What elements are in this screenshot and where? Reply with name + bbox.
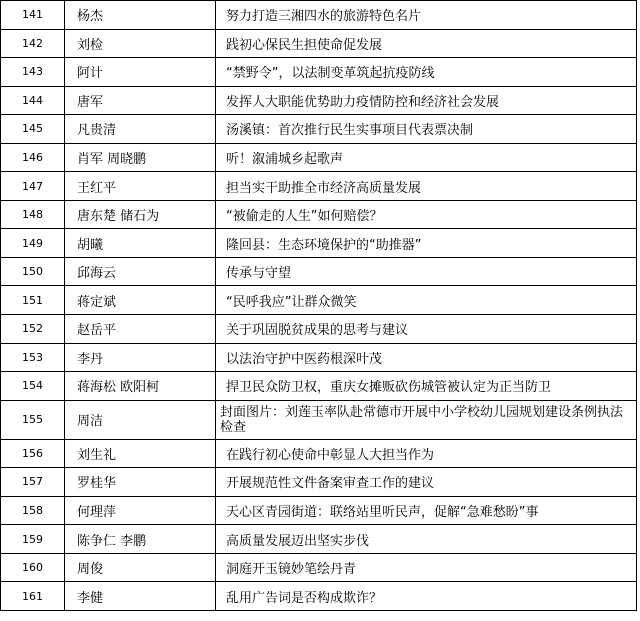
article-title-cell: 担当实干助推全市经济高质量发展: [216, 172, 637, 201]
author-cell: 胡曦: [65, 229, 216, 258]
author-cell: 刘生礼: [65, 439, 216, 468]
article-title-cell: 隆回县：生态环境保护的“助推器”: [216, 229, 637, 258]
table-row: [1, 172, 637, 201]
row-number-cell: 154: [1, 372, 65, 401]
author-cell: 赵岳平: [65, 315, 216, 344]
row-number-cell: 152: [1, 315, 65, 344]
author-cell: 蒋海松 欧阳柯: [65, 372, 216, 401]
author-cell: 李健: [65, 582, 216, 611]
table-row: [1, 439, 637, 468]
author-cell: 杨杰: [65, 1, 216, 30]
article-title-cell: 努力打造三湘四水的旅游特色名片: [216, 1, 637, 30]
article-title-cell: “民呼我应”让群众微笑: [216, 286, 637, 315]
table-row: [1, 1, 637, 30]
row-number-cell: 156: [1, 439, 65, 468]
table-row: [1, 286, 637, 315]
author-cell: 周洁: [65, 400, 216, 439]
author-cell: 凡贵清: [65, 115, 216, 144]
article-title-cell: 听！溆浦城乡起歌声: [216, 143, 637, 172]
article-title-cell: 乱用广告词是否构成欺诈？: [216, 582, 637, 611]
row-number-cell: 160: [1, 553, 65, 582]
article-title-cell: 以法治守护中医药根深叶茂: [216, 343, 637, 372]
author-cell: 唐东楚 储石为: [65, 200, 216, 229]
article-title-cell: 天心区青园街道：联络站里听民声，促解“急难愁盼”事: [216, 496, 637, 525]
table-row: [1, 343, 637, 372]
row-number-cell: 142: [1, 29, 65, 58]
author-cell: 陈争仁 李鹏: [65, 525, 216, 554]
row-number-cell: 157: [1, 468, 65, 497]
article-table-body: [1, 1, 637, 611]
author-cell: 唐军: [65, 86, 216, 115]
author-cell: 刘检: [65, 29, 216, 58]
table-row: [1, 200, 637, 229]
article-title-cell: 传承与守望: [216, 257, 637, 286]
author-cell: 邱海云: [65, 257, 216, 286]
table-row: [1, 582, 637, 611]
table-row: [1, 400, 637, 439]
table-row: [1, 58, 637, 87]
table-row: [1, 143, 637, 172]
table-row: [1, 553, 637, 582]
author-cell: 肖军 周晓鹏: [65, 143, 216, 172]
row-number-cell: 151: [1, 286, 65, 315]
article-title-cell: “禁野令”，以法制变革筑起抗疫防线: [216, 58, 637, 87]
article-title-cell: 关于巩固脱贫成果的思考与建议: [216, 315, 637, 344]
row-number-cell: 145: [1, 115, 65, 144]
author-cell: 何理萍: [65, 496, 216, 525]
table-row: [1, 86, 637, 115]
row-number-cell: 158: [1, 496, 65, 525]
article-title-cell: 发挥人大职能优势助力疫情防控和经济社会发展: [216, 86, 637, 115]
table-row: [1, 29, 637, 58]
table-row: [1, 372, 637, 401]
row-number-cell: 159: [1, 525, 65, 554]
row-number-cell: 149: [1, 229, 65, 258]
article-title-cell: “被偷走的人生”如何赔偿？: [216, 200, 637, 229]
row-number-cell: 148: [1, 200, 65, 229]
row-number-cell: 147: [1, 172, 65, 201]
article-title-cell: 在践行初心使命中彰显人大担当作为: [216, 439, 637, 468]
table-row: [1, 468, 637, 497]
author-cell: 罗桂华: [65, 468, 216, 497]
table-row: [1, 115, 637, 144]
row-number-cell: 161: [1, 582, 65, 611]
author-cell: 蒋定斌: [65, 286, 216, 315]
row-number-cell: 144: [1, 86, 65, 115]
table-row: [1, 229, 637, 258]
article-title-cell: 践初心保民生担使命促发展: [216, 29, 637, 58]
article-title-cell: 汤溪镇：首次推行民生实事项目代表票决制: [216, 115, 637, 144]
table-row: [1, 496, 637, 525]
row-number-cell: 146: [1, 143, 65, 172]
article-title-cell: 开展规范性文件备案审查工作的建议: [216, 468, 637, 497]
row-number-cell: 143: [1, 58, 65, 87]
row-number-cell: 150: [1, 257, 65, 286]
article-title-cell: 洞庭开玉镜妙笔绘丹青: [216, 553, 637, 582]
author-cell: 王红平: [65, 172, 216, 201]
author-cell: 周俊: [65, 553, 216, 582]
table-row: [1, 257, 637, 286]
table-row: [1, 525, 637, 554]
row-number-cell: 141: [1, 1, 65, 30]
article-title-cell: 高质量发展迈出坚实步伐: [216, 525, 637, 554]
article-title-cell: 捍卫民众防卫权，重庆女摊贩砍伤城管被认定为正当防卫: [216, 372, 637, 401]
row-number-cell: 153: [1, 343, 65, 372]
article-title-cell: 封面图片：刘莲玉率队赴常德市开展中小学校幼儿园规划建设条例执法检查: [216, 400, 637, 439]
table-row: [1, 315, 637, 344]
row-number-cell: 155: [1, 400, 65, 439]
author-cell: 阿计: [65, 58, 216, 87]
author-cell: 李丹: [65, 343, 216, 372]
